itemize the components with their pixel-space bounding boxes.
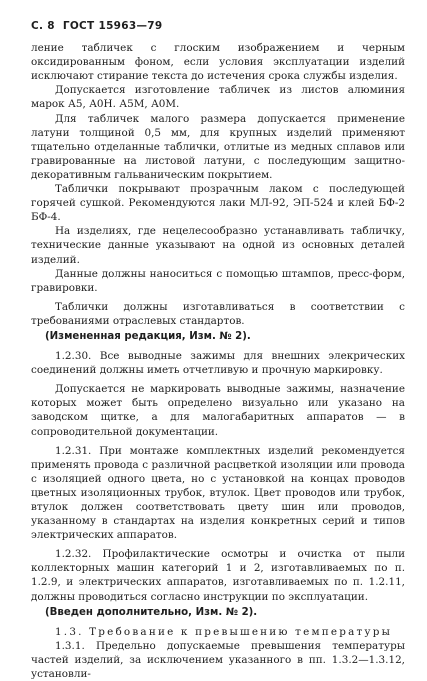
paragraph-varnish: Таблички покрывают прозрачным лаком с последующей горячей сушкой. Рекомендуются лаки МЛ-92, ЭП-524 и клей БФ-2 БФ-4. — [31, 183, 405, 224]
clause-1-3-1: 1.3.1. Предельно допускаемые превышения температуры частей изделий, за исключением указанного в пп. 1.3.2—1.3.12, установли- — [31, 639, 405, 681]
paragraph-marking-method: Данные должны наноситься с помощью штампов, пресс-форм, гравировки. — [31, 267, 405, 294]
paragraph-technical-data: На изделиях, где нецелесообразно устанавливать табличку, технические данные указывают на одной из основных деталей изделий. — [31, 225, 405, 266]
amendment-note-added: (Введен дополнительно, Изм. № 2). — [45, 606, 258, 618]
clause-1-2-31: 1.2.31. При монтаже комплектных изделий рекомендуется применять провода с различной расцветкой изоляции или провода с изоляцией одного цвета, но с установкой на концах проводов цветных изоляционных трубок, втулок. Цвет проводов или трубок, втулок должен соответствовать цвету шин или проводов, указанному в стандартах на изделия конкретных серий и типов электрических аппаратов. — [31, 444, 405, 542]
paragraph-continuation: ление табличек с глоским изображением и черным оксидированным фоном, если условия эксплуатации изделий исключают стирание текста до истечения срока службы изделия. — [31, 42, 405, 83]
section-heading-1-3: 1.3. Требование к превышению температуры — [55, 625, 393, 638]
paragraph-aluminium: Допускается изготовление табличек из листов алюминия марок А5, А0Н. А5М, А0М. — [31, 84, 405, 111]
page-number: С. 8 — [31, 20, 55, 32]
paragraph-industry-standards: Таблички должны изготавливаться в соответствии с требованиями отраслевых стандартов. — [31, 300, 405, 327]
document-page — [31, 19, 405, 681]
clause-1-2-30: 1.2.30. Все выводные зажимы для внешних элекрических соединений должны иметь отчетливую и прочную маркировку. — [31, 350, 405, 377]
paragraph-brass: Для табличек малого размера допускается применение латуни толщиной 0,5 мм, для крупных изделий применяют тщательно отделанные таблички, отлитые из медных сплавов или гравированные на листовой латуни, с последующим защитно-декоративным гальваническим покрытием. — [31, 112, 405, 181]
page-header — [31, 19, 405, 33]
standard-designation: ГОСТ 15963—79 — [62, 20, 163, 32]
clause-1-2-32: 1.2.32. Профилактические осмотры и очистка от пыли коллекторных машин категорий 1 и 2, изготавливаемых по п. 1.2.9, и электрических аппаратов, изготавливаемых по п. 1.2.11, должны проводиться согласно инструкции по эксплуатации. — [31, 548, 405, 603]
paragraph-terminal-marking: Допускается не маркировать выводные зажимы, назначение которых может быть определено визуально или указано на заводском щитке, а для малогабаритных аппаратов — в сопроводительной документации. — [31, 383, 405, 438]
amendment-note-changed: (Измененная редакция, Изм. № 2). — [45, 330, 251, 342]
